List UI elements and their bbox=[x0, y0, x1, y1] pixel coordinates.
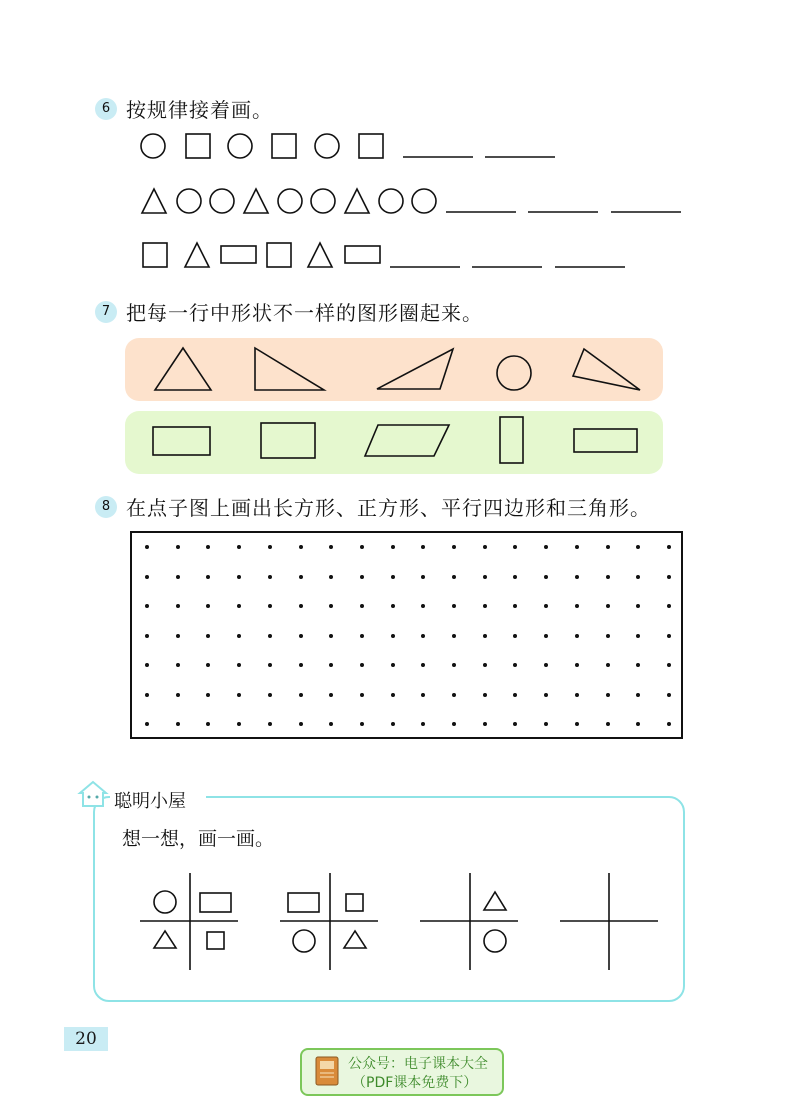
question-number-7: 7 bbox=[95, 301, 117, 323]
question-number-6: 6 bbox=[95, 98, 117, 120]
triangle-shape bbox=[484, 892, 506, 910]
circle-shape bbox=[154, 891, 176, 913]
rectangle-shape bbox=[200, 893, 231, 912]
puzzle-figure-4 bbox=[560, 873, 658, 970]
circle-shape bbox=[484, 930, 506, 952]
puzzle-figure-2 bbox=[280, 873, 378, 970]
circle-shape bbox=[293, 930, 315, 952]
puzzle-figure-3 bbox=[420, 873, 518, 970]
triangle-shape bbox=[344, 931, 366, 948]
puzzle-figure-1 bbox=[140, 873, 238, 970]
question-8-text: 在点子图上画出长方形、正方形、平行四边形和三角形。 bbox=[126, 496, 651, 520]
triangle-shape bbox=[154, 931, 176, 948]
watermark-line-2: （PDF课本免费下） bbox=[352, 1075, 478, 1091]
book-icon bbox=[314, 1055, 340, 1087]
smart-corner-title: 聪明小屋 bbox=[114, 791, 186, 812]
watermark-line-1: 公众号：电子课本大全 bbox=[348, 1056, 488, 1072]
watermark-badge bbox=[300, 1048, 504, 1096]
square-shape bbox=[207, 932, 224, 949]
question-6-text: 按规律接着画。 bbox=[126, 98, 273, 122]
square-shape bbox=[346, 894, 363, 911]
smart-corner-instruction: 想一想，画一画。 bbox=[122, 828, 275, 850]
question-number-8: 8 bbox=[95, 496, 117, 518]
question-7-text: 把每一行中形状不一样的图形圈起来。 bbox=[126, 301, 483, 325]
rectangle-shape bbox=[288, 893, 319, 912]
page-number: 20 bbox=[64, 1027, 108, 1051]
